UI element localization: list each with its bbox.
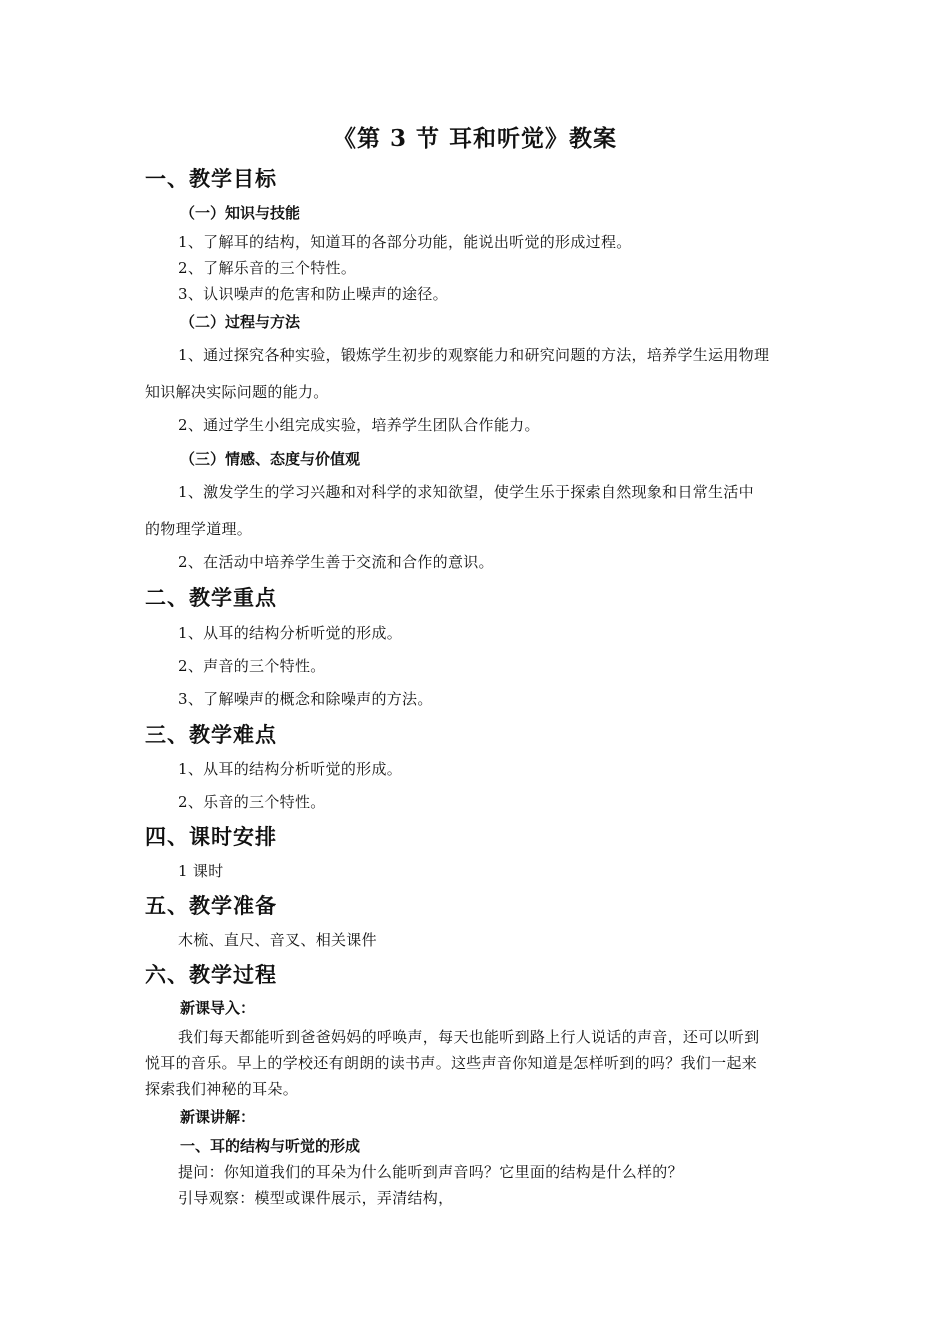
paragraph: 1 课时 <box>178 862 224 880</box>
paragraph: 1、从耳的结构分析听觉的形成。 <box>178 624 403 642</box>
paragraph: 知识解决实际问题的能力。 <box>145 383 329 401</box>
section-heading-schedule: 四、课时安排 <box>145 825 277 849</box>
subsection-heading-attitude: （三）情感、态度与价值观 <box>180 450 361 468</box>
paragraph: 2、乐音的三个特性。 <box>178 793 326 811</box>
paragraph: 引导观察：模型或课件展示，弄清结构， <box>178 1189 454 1207</box>
paragraph: 2、通过学生小组完成实验，培养学生团队合作能力。 <box>178 416 540 434</box>
subsection-heading-process: （二）过程与方法 <box>180 313 301 331</box>
paragraph: 3、了解噪声的概念和除噪声的方法。 <box>178 690 433 708</box>
paragraph: 的物理学道理。 <box>145 520 253 538</box>
section-heading-objectives: 一、教学目标 <box>145 167 277 191</box>
paragraph: 悦耳的音乐。早上的学校还有朗朗的读书声。这些声音你知道是怎样听到的吗？我们一起来 <box>145 1054 758 1072</box>
subsection-heading-lecture: 新课讲解： <box>180 1108 256 1126</box>
section-heading-difficulties: 三、教学难点 <box>145 723 277 747</box>
paragraph: 1、从耳的结构分析听觉的形成。 <box>178 760 403 778</box>
paragraph: 我们每天都能听到爸爸妈妈的呼唤声，每天也能听到路上行人说话的声音，还可以听到 <box>178 1028 760 1046</box>
paragraph: 1、通过探究各种实验，锻炼学生初步的观察能力和研究问题的方法，培养学生运用物理 <box>178 346 770 364</box>
paragraph: 探索我们神秘的耳朵。 <box>145 1080 299 1098</box>
paragraph: 2、声音的三个特性。 <box>178 657 326 675</box>
paragraph: 3、认识噪声的危害和防止噪声的途径。 <box>178 285 448 303</box>
section-heading-key-points: 二、教学重点 <box>145 586 277 610</box>
document-title: 《第 3 节 耳和听觉》教案 <box>332 125 618 152</box>
paragraph: 木梳、直尺、音叉、相关课件 <box>178 931 377 949</box>
paragraph: 2、在活动中培养学生善于交流和合作的意识。 <box>178 553 494 571</box>
paragraph: 提问：你知道我们的耳朵为什么能听到声音吗？它里面的结构是什么样的？ <box>178 1163 683 1181</box>
subsection-heading-intro: 新课导入： <box>180 999 256 1017</box>
paragraph: 1、了解耳的结构，知道耳的各部分功能，能说出听觉的形成过程。 <box>178 233 632 251</box>
paragraph: 1、激发学生的学习兴趣和对科学的求知欲望，使学生乐于探索自然现象和日常生活中 <box>178 483 754 501</box>
subsection-heading-part1: 一、耳的结构与听觉的形成 <box>180 1137 361 1155</box>
section-heading-process: 六、教学过程 <box>145 963 277 987</box>
subsection-heading-knowledge: （一）知识与技能 <box>180 204 301 222</box>
section-heading-preparation: 五、教学准备 <box>145 894 277 918</box>
paragraph: 2、了解乐音的三个特性。 <box>178 259 357 277</box>
